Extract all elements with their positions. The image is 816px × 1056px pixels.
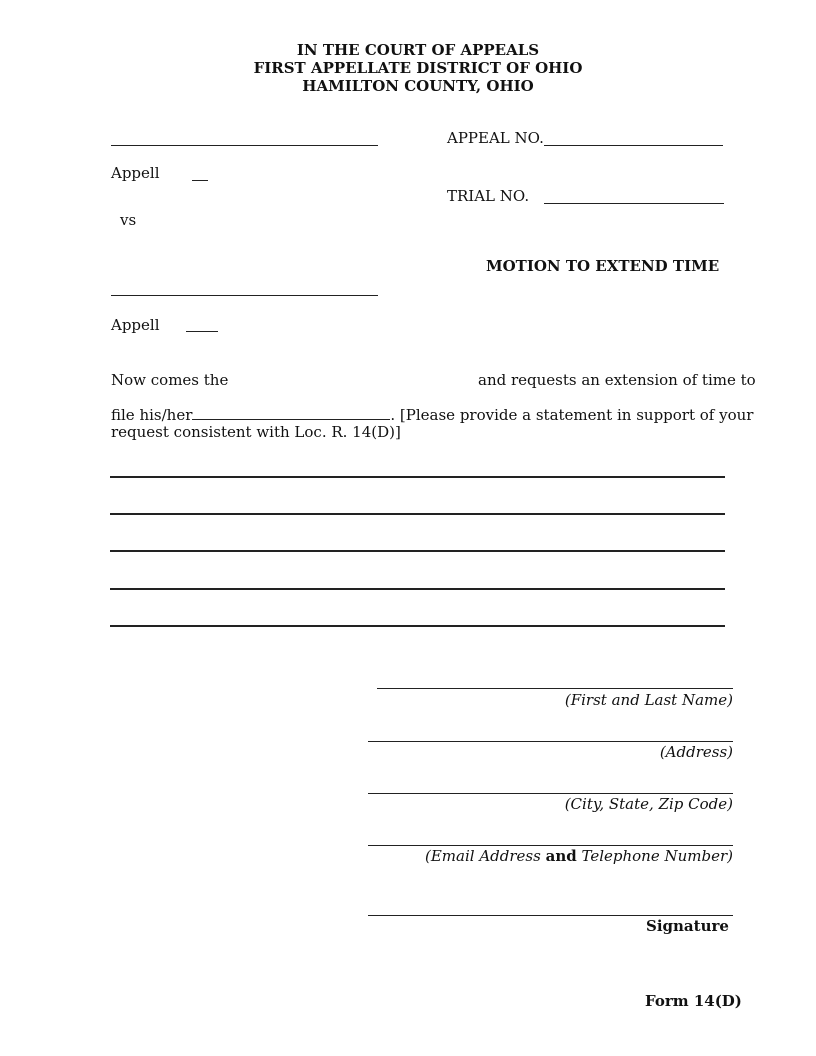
name-label [377,691,733,709]
signature-line[interactable] [368,915,733,916]
trial-no-blank[interactable] [544,203,724,204]
statement-line[interactable] [110,588,725,590]
address-label [368,743,733,761]
name-line[interactable] [377,688,733,689]
district-title: FIRST APPELLATE DISTRICT OF OHIO [253,59,583,77]
requests-extension-text: and requests an extension of time to [478,371,756,389]
email-label-and: and [545,847,577,865]
address-label-text: (Address) [659,743,733,761]
appellant-label: Appell [111,164,160,182]
city-label-text: (City, State, Zip Code) [564,795,733,813]
statement-prompt-continuation: request consistent with Loc. R. 14(D)] [111,423,401,441]
appeal-no-blank[interactable] [544,145,723,146]
filing-type-blank[interactable] [192,405,390,420]
file-his-her-text: file his/her [111,406,193,424]
statement-prompt-text: . [Please provide a statement in support of your [390,406,754,424]
now-comes-text: Now comes the [111,371,229,389]
statement-line[interactable] [110,476,725,478]
city-label [368,795,733,813]
contact-line[interactable] [368,845,733,846]
vs-label: vs [120,211,137,229]
address-line[interactable] [368,741,733,742]
file-line [111,405,753,424]
trial-no-label: TRIAL NO. [447,187,530,205]
statement-line[interactable] [110,513,725,515]
name-label-text: (First and Last Name) [564,691,733,709]
email-label-part1: (Email Address [425,847,546,865]
form-number: Form 14(D) [645,992,742,1010]
motion-title: MOTION TO EXTEND TIME [486,257,720,275]
appellant-suffix-blank[interactable] [192,180,208,181]
email-label-part2: Telephone Number) [576,847,733,865]
contact-label [368,847,733,865]
appellee-suffix-blank[interactable] [186,331,218,332]
appellee-label: Appell [111,316,160,334]
statement-line[interactable] [110,550,725,552]
appellee-name-line[interactable] [111,295,378,296]
appeal-no-label: APPEAL NO. [447,129,544,147]
city-line[interactable] [368,793,733,794]
signature-label: Signature [646,917,729,935]
appellant-name-line[interactable] [111,145,378,146]
county-title: HAMILTON COUNTY, OHIO [302,77,534,95]
court-title: IN THE COURT OF APPEALS [296,41,540,59]
statement-line[interactable] [110,625,725,627]
